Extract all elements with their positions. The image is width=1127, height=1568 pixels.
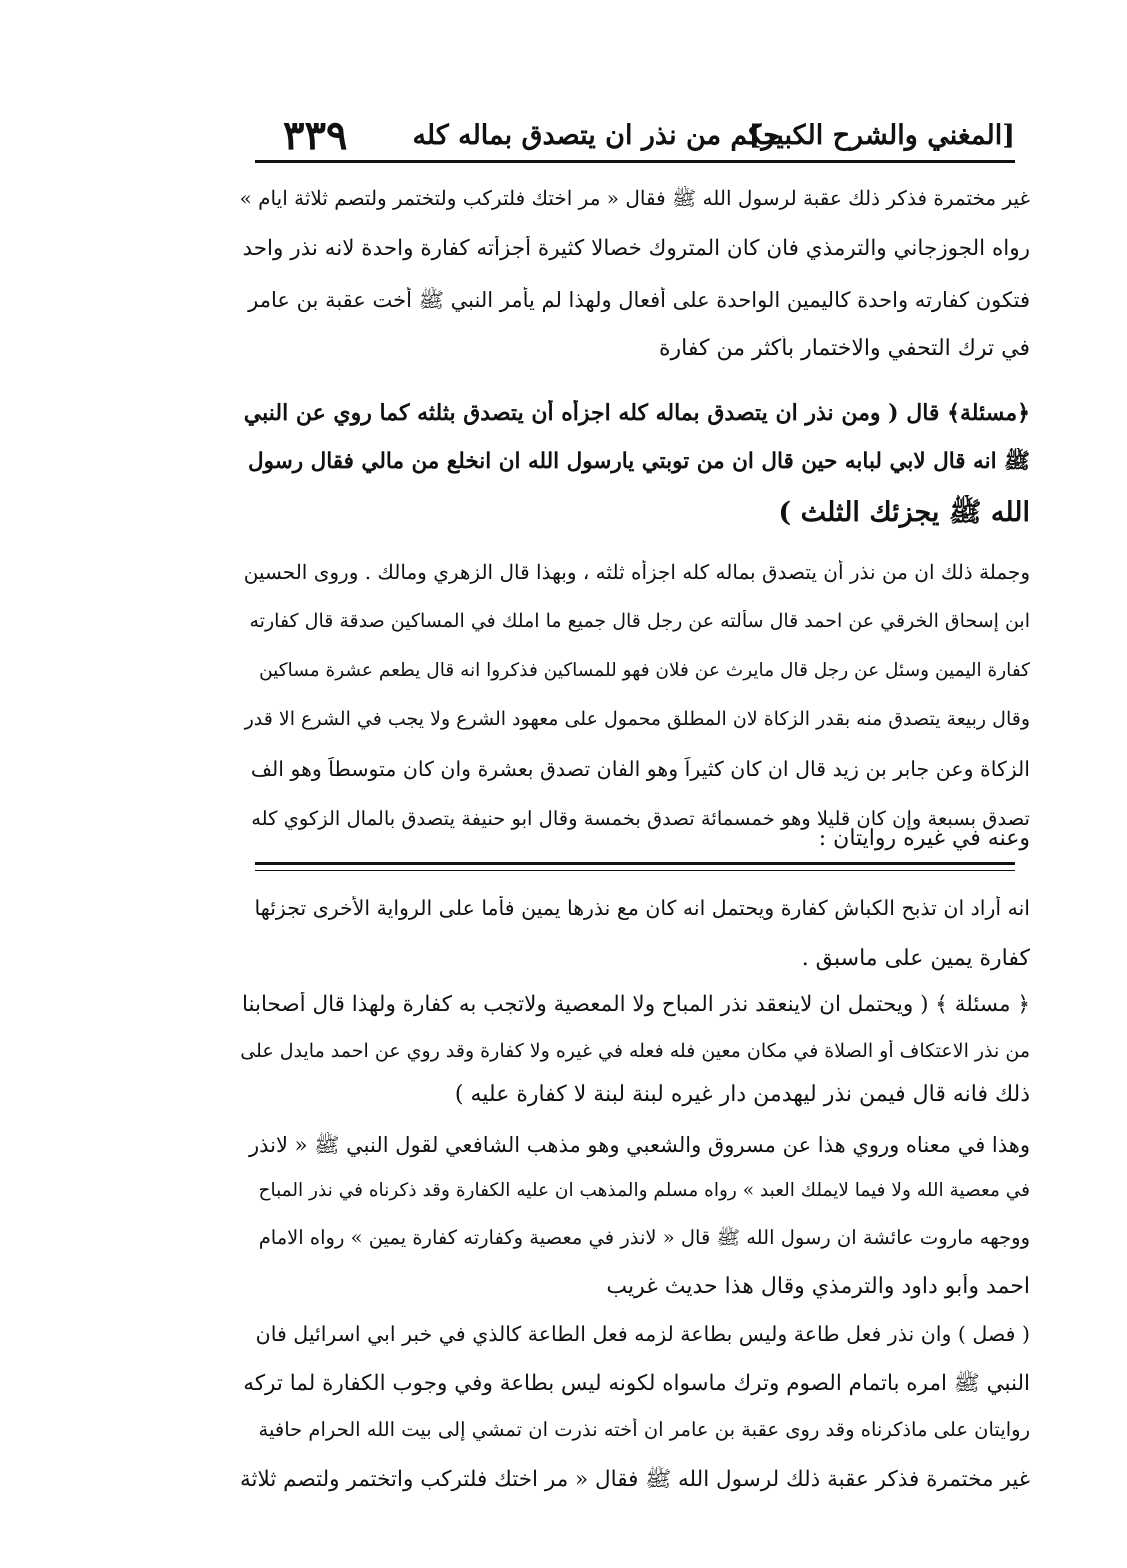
text-line: وهذا في معناه وروي هذا عن مسروق والشعبي وهو مذهب الشافعي لقول النبي ﷺ « لانذر	[248, 1133, 1030, 1157]
text-line: ابن إسحاق الخرقي عن احمد قال سألته عن رجل قال جميع ما املك في المساكين صدقة قال كفارته	[249, 610, 1030, 632]
text-line: وعنه في غيره روايتان :	[818, 826, 1030, 851]
text-line: روايتان على ماذكرناه وقد روى عقبة بن عامر ان أخته نذرت ان تمشي إلى بيت الله الحرام حافية	[258, 1418, 1030, 1441]
text-line: كفارة اليمين وسئل عن رجل قال مايرث عن فلان فهو للمساكين فذكروا انه قال يطعم عشرة مساكين	[259, 660, 1030, 681]
divider-thick	[255, 862, 1015, 865]
page-number: ٣٣٩	[283, 112, 348, 159]
text-line: وجملة ذلك ان من نذر أن يتصدق بماله كله اجزأه ثلثه ، وبهذا قال الزهري ومالك . وروى الحسين	[243, 560, 1030, 584]
text-line: النبي ﷺ امره باتمام الصوم وترك ماسواه لكونه ليس بطاعة وفي وجوب الكفارة لما تركه	[243, 1371, 1030, 1396]
text-line: في ترك التحفي والاختمار بأكثر من كفارة	[659, 336, 1030, 361]
text-line: ﴿ مسئلة ﴾ ( ويحتمل ان لاينعقد نذر المباح ولا المعصية ولاتجب به كفارة ولهذا قال أصحابنا	[241, 992, 1030, 1017]
text-line: فتكون كفارته واحدة كاليمين الواحدة على أفعال ولهذا لم يأمر النبي ﷺ أخت عقبة بن عامر	[248, 288, 1030, 312]
text-line: وقال ربيعة يتصدق منه بقدر الزكاة لان المطلق محمول على معهود الشرع ولا يجب في الشرع الا قدر	[244, 708, 1030, 730]
text-line: تصدق بسبعة وإن كان قليلا وهو خمسمائة تصدق بخمسة وقال ابو حنيفة يتصدق بالمال الزكوي كله	[251, 807, 1030, 830]
text-line: ( فصل ) وان نذر فعل طاعة وليس بطاعة لزمه فعل الطاعة كالذي في خبر ابي اسرائيل فان	[255, 1322, 1030, 1346]
text-line: الله ﷺ يجزئك الثلث )	[778, 497, 1030, 528]
text-line: غير مختمرة فذكر ذلك عقبة لرسول الله ﷺ فقال « مر اختك فلتركب ولتختمر ولتصم ثلاثة ايام »	[240, 186, 1030, 210]
text-line: ﷺ انه قال لابي لبابه حين قال ان من توبتي يارسول الله ان انخلع من مالي فقال رسول	[248, 449, 1030, 474]
text-line: رواه الجوزجاني والترمذي فان كان المتروك خصالا كثيرة أجزأته كفارة واحدة لانه نذر واحد	[242, 236, 1030, 261]
text-line: احمد وأبو داود والترمذي وقال هذا حديث غريب	[606, 1274, 1030, 1299]
page-header	[255, 112, 1015, 162]
text-line: الزكاة وعن جابر بن زيد قال ان كان كثيراً وهو الفان تصدق بعشرة وان كان متوسطاً وهو الف	[250, 757, 1030, 781]
text-line: كفارة يمين على ماسبق .	[801, 946, 1030, 971]
text-line: غير مختمرة فذكر عقبة ذلك لرسول الله ﷺ فقال « مر اختك فلتركب واتختمر ولتصم ثلاثة	[240, 1467, 1030, 1492]
text-line: في معصية الله ولا فيما لايملك العبد » رواه مسلم والمذهب ان عليه الكفارة وقد ذكرناه في نذر المباح	[258, 1180, 1030, 1201]
text-line: ذلك فانه قال فيمن نذر ليهدمن دار غيره لبنة لبنة لا كفارة عليه )	[454, 1082, 1030, 1107]
topic-title: حكم من نذر ان يتصدق بماله كله	[412, 120, 780, 151]
header-rule	[255, 160, 1015, 163]
divider-thin	[255, 870, 1015, 871]
text-line: انه أراد ان تذبح الكباش كفارة ويحتمل انه كان مع نذرها يمين فأما على الرواية الأخرى تجزئها	[254, 896, 1030, 920]
text-line: من نذر الاعتكاف أو الصلاة في مكان معين فله فعله في غيره ولا كفارة وقد روي عن احمد مايدل على	[240, 1040, 1030, 1062]
book-title: [المغني والشرح الكبير]	[748, 120, 1015, 151]
text-line: ووجهه ماروت عائشة ان رسول الله ﷺ قال « لانذر في معصية وكفارته كفارة يمين » رواه الامام	[258, 1226, 1030, 1249]
text-line: ﴿مسئلة﴾ قال ( ومن نذر ان يتصدق بماله كله اجزأه أن يتصدق بثلثه كما روي عن النبي	[243, 400, 1030, 426]
